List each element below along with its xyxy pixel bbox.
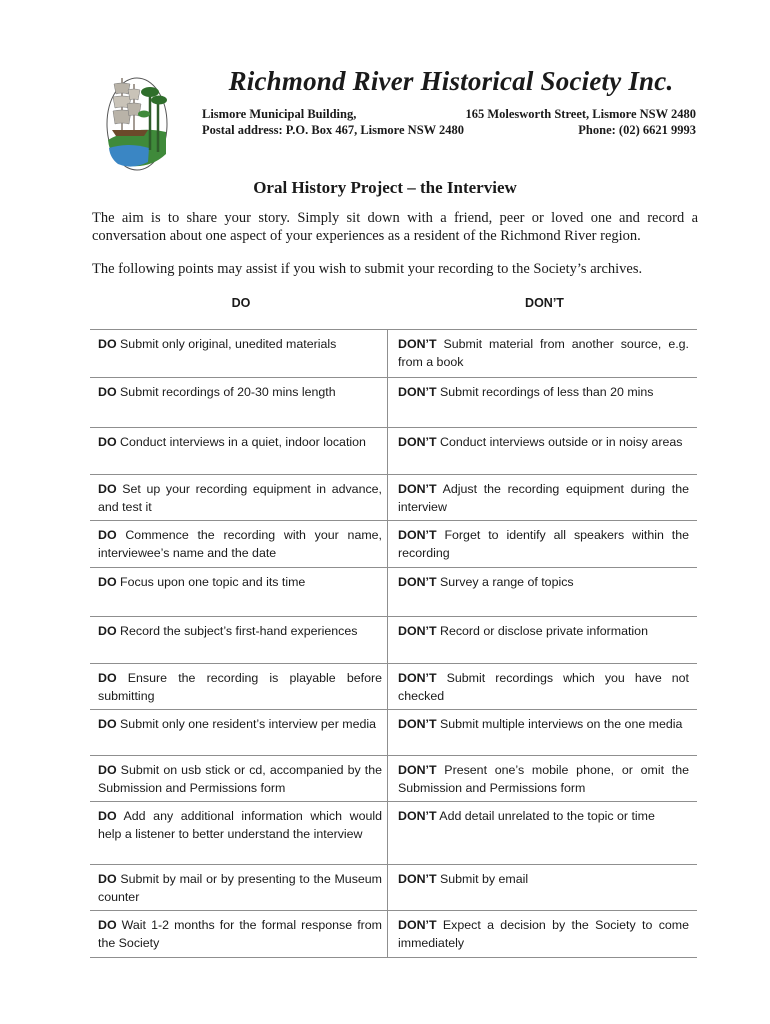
dont-text: Survey a range of topics bbox=[436, 575, 574, 589]
dont-cell bbox=[388, 330, 698, 378]
dont-cell bbox=[388, 710, 698, 756]
do-text: Focus upon one topic and its time bbox=[116, 575, 306, 589]
dont-text: Submit recordings of less than 20 mins bbox=[436, 385, 654, 399]
do-keyword: DO bbox=[98, 528, 117, 542]
phone-number: Phone: (02) 6621 9993 bbox=[578, 123, 696, 137]
do-text: Submit only one resident’s interview per media bbox=[116, 717, 377, 731]
do-cell bbox=[90, 911, 388, 958]
organization-name: Richmond River Historical Society Inc. bbox=[228, 66, 674, 96]
do-text: Conduct interviews in a quiet, indoor location bbox=[116, 435, 366, 449]
dont-text: Adjust the recording equipment during the interview bbox=[398, 482, 689, 514]
dont-keyword: DON’T bbox=[398, 528, 437, 542]
do-text: Commence the recording with your name, interviewee’s name and the date bbox=[98, 528, 382, 560]
dont-text: Submit material from another source, e.g. from a book bbox=[398, 337, 689, 369]
do-keyword: DO bbox=[98, 385, 117, 399]
do-cell bbox=[90, 428, 388, 475]
do-cell bbox=[90, 521, 388, 568]
do-text: Submit recordings of 20-30 mins length bbox=[116, 385, 336, 399]
do-keyword: DO bbox=[98, 435, 117, 449]
table-row bbox=[90, 710, 697, 756]
dont-text: Expect a decision by the Society to come immediately bbox=[398, 918, 689, 950]
do-cell bbox=[90, 330, 388, 378]
dont-cell bbox=[388, 911, 698, 958]
address-line-1 bbox=[202, 107, 696, 122]
table-row bbox=[90, 475, 697, 521]
do-column-header: DO bbox=[231, 296, 251, 310]
dont-cell bbox=[388, 475, 698, 521]
table-row bbox=[90, 428, 697, 475]
do-text: Wait 1-2 months for the formal response from the Society bbox=[98, 918, 382, 950]
dont-keyword: DON’T bbox=[398, 671, 437, 685]
guidance-paragraph: The following points may assist if you wish to submit your recording to the Society’s archives. bbox=[92, 261, 643, 277]
do-keyword: DO bbox=[98, 671, 117, 685]
dont-keyword: DON’T bbox=[398, 763, 437, 777]
intro-paragraph: The aim is to share your story. Simply sit down with a friend, peer or loved one and record a conversation about one aspect of your experiences as a resident of the Richmond River region. bbox=[92, 210, 698, 244]
do-cell bbox=[90, 475, 388, 521]
dont-text: Conduct interviews outside or in noisy areas bbox=[436, 435, 683, 449]
table-row bbox=[90, 865, 697, 911]
do-keyword: DO bbox=[98, 763, 117, 777]
do-text: Submit by mail or by presenting to the Museum counter bbox=[98, 872, 382, 904]
document-title: Oral History Project – the Interview bbox=[253, 178, 517, 197]
do-text: Submit on usb stick or cd, accompanied by the Submission and Permissions form bbox=[98, 763, 382, 795]
dont-column-header: DON’T bbox=[525, 296, 564, 310]
do-keyword: DO bbox=[98, 624, 117, 638]
dont-cell bbox=[388, 378, 698, 428]
dont-keyword: DON’T bbox=[398, 337, 437, 351]
do-text: Submit only original, unedited materials bbox=[116, 337, 337, 351]
dont-cell bbox=[388, 756, 698, 802]
do-cell bbox=[90, 865, 388, 911]
do-cell bbox=[90, 617, 388, 664]
table-row bbox=[90, 521, 697, 568]
address-line-2 bbox=[202, 123, 696, 138]
do-cell bbox=[90, 568, 388, 617]
table-row bbox=[90, 664, 697, 710]
dont-keyword: DON’T bbox=[398, 624, 437, 638]
table-row bbox=[90, 568, 697, 617]
dont-keyword: DON’T bbox=[398, 809, 437, 823]
dont-keyword: DON’T bbox=[398, 385, 437, 399]
do-text: Set up your recording equipment in advance, and test it bbox=[98, 482, 382, 514]
do-cell bbox=[90, 710, 388, 756]
dont-text: Submit multiple interviews on the one media bbox=[436, 717, 683, 731]
dont-text: Forget to identify all speakers within the recording bbox=[398, 528, 689, 560]
society-logo-icon bbox=[104, 70, 170, 172]
dont-keyword: DON’T bbox=[398, 872, 437, 886]
table-row bbox=[90, 617, 697, 664]
table-body bbox=[90, 330, 697, 958]
dont-keyword: DON’T bbox=[398, 575, 437, 589]
do-dont-table bbox=[90, 329, 697, 958]
dont-cell bbox=[388, 568, 698, 617]
do-keyword: DO bbox=[98, 918, 117, 932]
do-keyword: DO bbox=[98, 872, 117, 886]
dont-keyword: DON’T bbox=[398, 435, 437, 449]
dont-cell bbox=[388, 802, 698, 865]
dont-text: Record or disclose private information bbox=[436, 624, 648, 638]
table-row bbox=[90, 330, 697, 378]
postal-address: Postal address: P.O. Box 467, Lismore NSW 2480 bbox=[202, 123, 465, 137]
table-row bbox=[90, 802, 697, 865]
do-keyword: DO bbox=[98, 575, 117, 589]
dont-keyword: DON’T bbox=[398, 918, 437, 932]
street-address: 165 Molesworth Street, Lismore NSW 2480 bbox=[465, 107, 696, 121]
table-row bbox=[90, 756, 697, 802]
do-keyword: DO bbox=[98, 337, 117, 351]
dont-keyword: DON’T bbox=[398, 717, 437, 731]
do-text: Ensure the recording is playable before submitting bbox=[98, 671, 382, 703]
dont-cell bbox=[388, 521, 698, 568]
dont-text: Add detail unrelated to the topic or time bbox=[436, 809, 655, 823]
dont-text: Submit by email bbox=[436, 872, 529, 886]
dont-text: Submit recordings which you have not checked bbox=[398, 671, 689, 703]
table-row bbox=[90, 911, 697, 958]
do-keyword: DO bbox=[98, 809, 117, 823]
dont-cell bbox=[388, 664, 698, 710]
building-address: Lismore Municipal Building, bbox=[202, 107, 357, 121]
do-cell bbox=[90, 802, 388, 865]
table-row bbox=[90, 378, 697, 428]
dont-cell bbox=[388, 617, 698, 664]
do-text: Record the subject’s first-hand experiences bbox=[116, 624, 358, 638]
do-cell bbox=[90, 378, 388, 428]
dont-text: Present one’s mobile phone, or omit the Submission and Permissions form bbox=[398, 763, 689, 795]
do-keyword: DO bbox=[98, 717, 117, 731]
do-cell bbox=[90, 664, 388, 710]
do-keyword: DO bbox=[98, 482, 117, 496]
dont-keyword: DON’T bbox=[398, 482, 437, 496]
dont-cell bbox=[388, 865, 698, 911]
do-cell bbox=[90, 756, 388, 802]
dont-cell bbox=[388, 428, 698, 475]
do-text: Add any additional information which would help a listener to better understand the interview bbox=[98, 809, 382, 841]
